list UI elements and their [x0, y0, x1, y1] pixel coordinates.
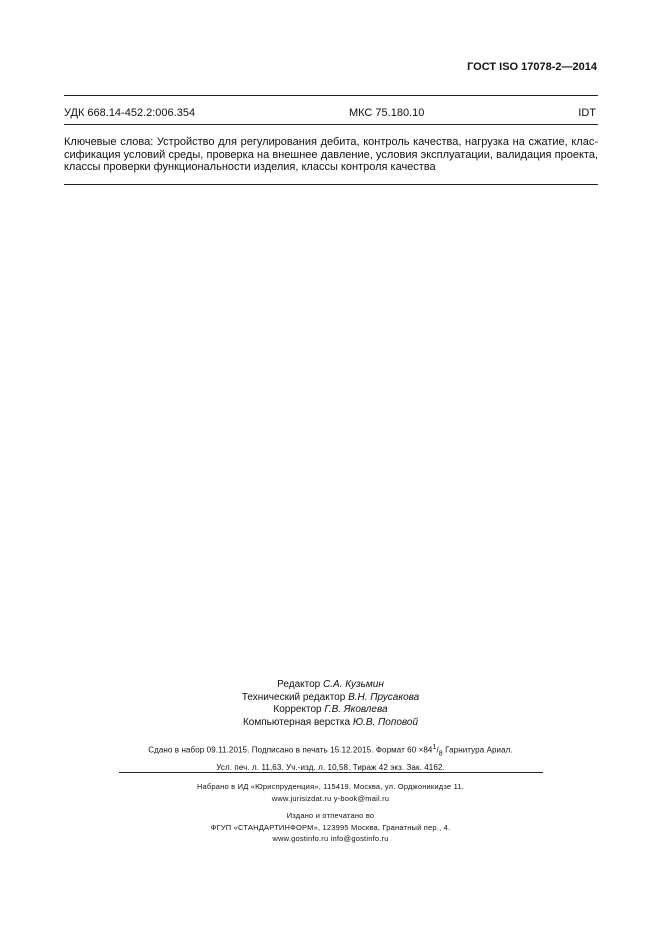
format-denominator: 8: [438, 750, 443, 758]
keywords-line: Ключевые слова: Устройство для регулирования дебита, контроль качества, нагрузка на сжатие, клас-: [64, 136, 598, 148]
udk-code: УДК 668.14-452.2:006.354: [64, 107, 196, 119]
printer-contacts: www.gostinfo.ru info@gostinfo.ru: [272, 834, 389, 843]
credits-block: [0, 679, 661, 729]
corrector-name: Г.В. Яковлева: [324, 704, 388, 715]
keywords-line: классы проверки функциональности изделия, классы контроля качества: [64, 161, 436, 173]
print-volume-line: Усл. печ. л. 11,63. Уч.-изд. л. 10,58. Тираж 42 экз. Зак. 4162.: [216, 763, 445, 773]
keywords-divider: [64, 184, 598, 185]
tech-editor-row: [0, 692, 661, 705]
editor-row: [0, 679, 661, 692]
print-info-line: Сдано в набор 09.11.2015. Подписано в печать 15.12.2015. Формат $60 \times 84^1/_8$ Гарнитура Ариал.: [148, 744, 513, 758]
format-numerator: 1: [432, 744, 437, 751]
print-dates: Сдано в набор 09.11.2015. Подписано в печать 15.12.2015. Формат 60 ×84: [148, 745, 433, 755]
printer: ФГУП «СТАНДАРТИНФОРМ», 123995 Москва, Гранатный пер., 4.: [210, 822, 451, 832]
print-divider: [119, 772, 543, 773]
keywords-block: [64, 136, 598, 174]
layout-name: Ю.В. Поповой: [352, 716, 419, 728]
print-info: [0, 741, 661, 775]
corrector-label: Корректор: [273, 704, 322, 715]
layout-label: Компьютерная верстка: [242, 716, 351, 728]
typeset-contacts: www.jurisizdat.ru y-book@mail.ru: [271, 793, 390, 803]
typeset-by: Набрано в ИД «Юриспруденция», 115419, Москва, ул. Орджоникидзе 11.: [196, 782, 465, 791]
layout-row: [0, 717, 661, 730]
tech-editor-name: В.Н. Прусакова: [348, 691, 420, 703]
top-divider: [64, 95, 598, 96]
keywords-line: сификация условий среды, проверка на внешнее давление, условия эксплуатации, валидация проекта,: [64, 148, 598, 161]
typeface: Гарнитура Ариал.: [442, 745, 513, 755]
publisher-block: [0, 781, 661, 845]
tech-editor-label: Технический редактор: [241, 691, 346, 703]
editor-name: С.А. Кузьмин: [322, 679, 384, 690]
standard-code: ГОСТ ISO 17078-2—2014: [467, 61, 597, 73]
equivalence-degree: IDT: [578, 107, 596, 119]
editor-label: Редактор: [277, 679, 321, 690]
classification-row: [64, 107, 596, 119]
printed-label: Издано и отпечатано во: [286, 811, 375, 820]
classification-divider: [64, 124, 598, 125]
mks-code: МКС 75.180.10: [348, 107, 425, 119]
corrector-row: [0, 704, 661, 717]
